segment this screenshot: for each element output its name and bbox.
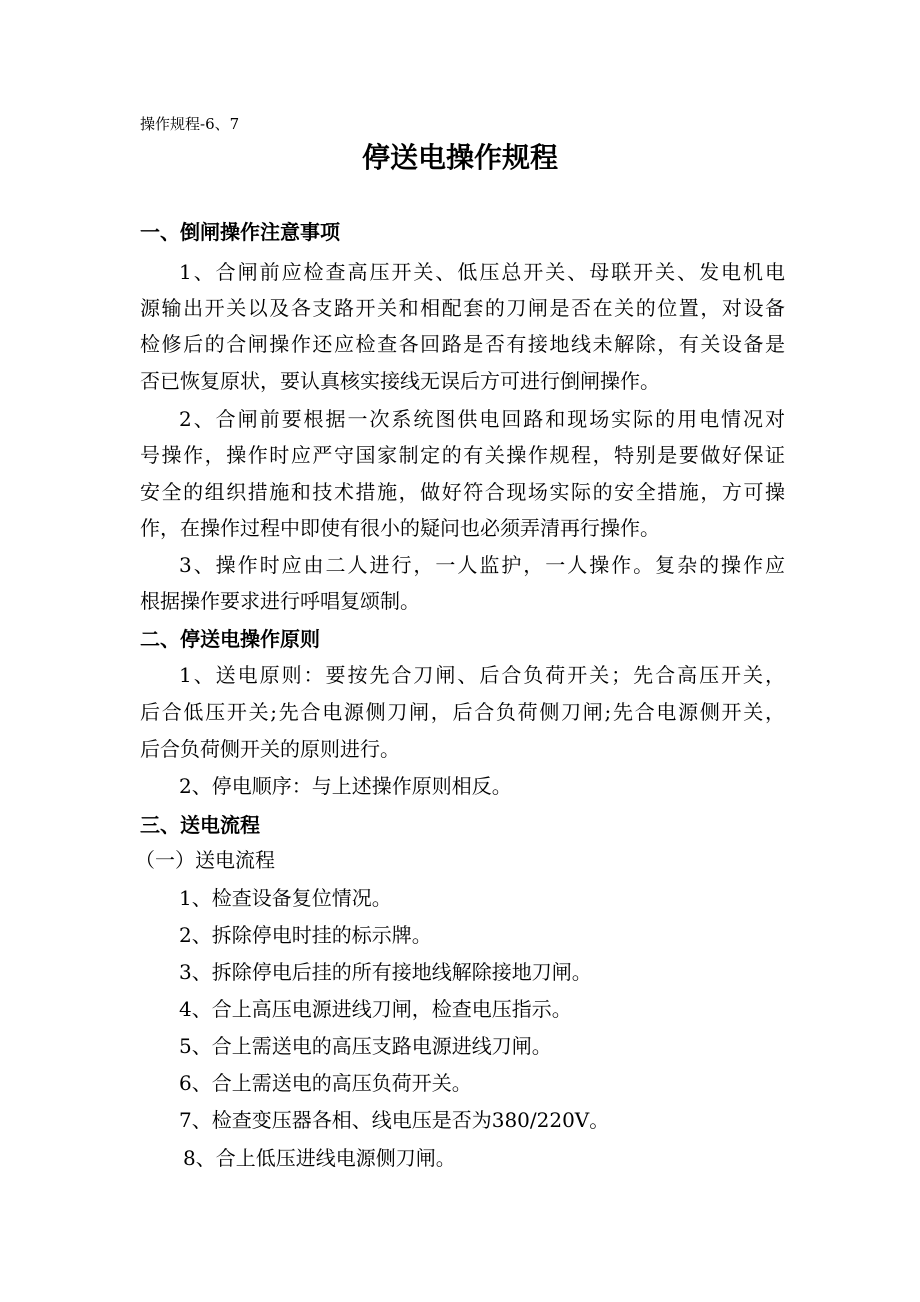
paragraph-line: 检修后的合闸操作还应检查各回路是否有接地线未解除，有关设备是 bbox=[140, 332, 785, 356]
list-item: 6、合上需送电的高压负荷开关。 bbox=[179, 1071, 472, 1095]
paragraph-line: 2、合闸前要根据一次系统图供电回路和现场实际的用电情况对 bbox=[179, 407, 785, 431]
section-heading-3: 三、送电流程 bbox=[140, 813, 260, 837]
list-item: 8、合上低压进线电源侧刀闸。 bbox=[183, 1146, 456, 1170]
list-item: 1、检查设备复位情况。 bbox=[179, 886, 392, 910]
paragraph-line: 否已恢复原状，要认真核实接线无误后方可进行倒闸操作。 bbox=[140, 369, 660, 393]
paragraph-line: 作，在操作过程中即使有很小的疑问也必须弄清再行操作。 bbox=[140, 516, 660, 540]
list-item: 7、检查变压器各相、线电压是否为380/220V。 bbox=[179, 1108, 610, 1132]
paragraph-line: 号操作，操作时应严守国家制定的有关操作规程，特别是要做好保证 bbox=[140, 443, 785, 467]
paragraph-line: 安全的组织措施和技术措施，做好符合现场实际的安全措施，方可操 bbox=[140, 480, 785, 504]
list-item: 4、合上高压电源进线刀闸，检查电压指示。 bbox=[179, 997, 572, 1021]
section-heading-2: 二、停送电操作原则 bbox=[140, 627, 320, 651]
list-item: 3、拆除停电后挂的所有接地线解除接地刀闸。 bbox=[179, 960, 592, 984]
document-label: 操作规程-6、7 bbox=[140, 115, 240, 133]
paragraph-line: 1、送电原则：要按先合刀闸、后合负荷开关；先合高压开关， bbox=[179, 663, 785, 687]
paragraph-line: 根据操作要求进行呼唱复颂制。 bbox=[140, 589, 420, 613]
subsection-heading: （一）送电流程 bbox=[135, 848, 275, 872]
paragraph-line: 3、操作时应由二人进行，一人监护，一人操作。复杂的操作应 bbox=[179, 553, 785, 577]
section-heading-1: 一、倒闸操作注意事项 bbox=[140, 220, 340, 244]
list-item: 5、合上需送电的高压支路电源进线刀闸。 bbox=[179, 1034, 552, 1058]
paragraph-line: 2、停电顺序：与上述操作原则相反。 bbox=[179, 774, 512, 798]
paragraph-line: 源输出开关以及各支路开关和相配套的刀闸是否在关的位置，对设备 bbox=[140, 296, 785, 320]
page-title: 停送电操作规程 bbox=[361, 141, 558, 174]
list-item: 2、拆除停电时挂的标示牌。 bbox=[179, 923, 432, 947]
paragraph-line: 后合低压开关;先合电源侧刀闸，后合负荷侧刀闸;先合电源侧开关， bbox=[140, 700, 785, 724]
paragraph-line: 后合负荷侧开关的原则进行。 bbox=[140, 737, 400, 761]
paragraph-line: 1、合闸前应检查高压开关、低压总开关、母联开关、发电机电 bbox=[179, 260, 785, 284]
